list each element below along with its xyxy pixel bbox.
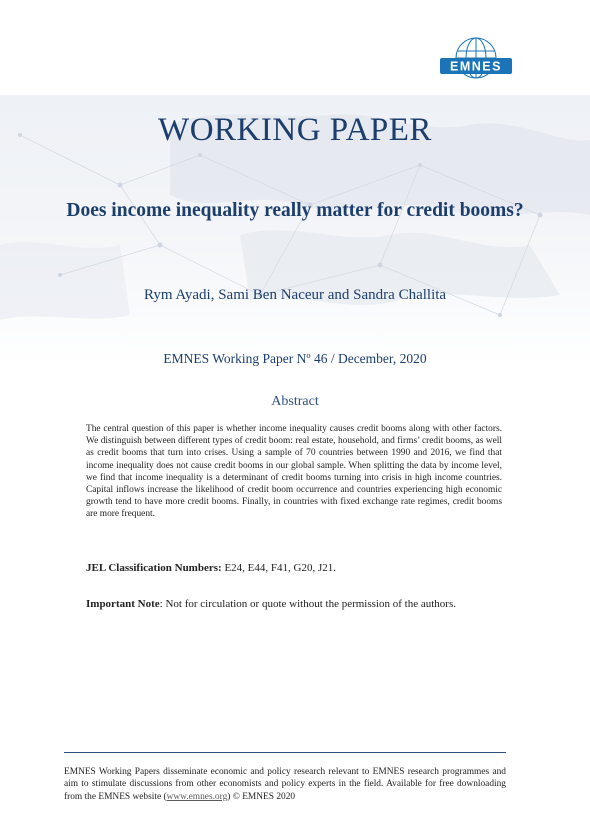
globe-icon	[438, 36, 514, 88]
document-title: WORKING PAPER	[158, 112, 432, 148]
important-note	[86, 597, 502, 611]
jel-codes: E24, E44, F41, G20, J21.	[221, 562, 336, 574]
footer-copyright: ) © EMNES 2020	[227, 791, 296, 802]
footer-text: EMNES Working Papers disseminate economic and policy research relevant to EMNES research programmes and aim to stimulate discussions from other economists and policy experts in the field. Available for free downloading from the EMNES website (	[64, 767, 506, 802]
footer-disclaimer	[64, 766, 506, 803]
abstract-heading: Abstract	[271, 394, 319, 409]
jel-classification	[86, 562, 502, 574]
jel-label: JEL Classification Numbers:	[86, 562, 222, 574]
logo-text: EMNES	[450, 59, 502, 74]
note-label: Important Note	[86, 598, 160, 610]
authors: Rym Ayadi, Sami Ben Naceur and Sandra Challita	[143, 287, 447, 303]
note-text: : Not for circulation or quote without the permission of the authors.	[159, 598, 456, 610]
website-link[interactable]: www.emnes.org	[166, 791, 228, 802]
paper-title: Does income inequality really matter for credit booms?	[66, 200, 524, 221]
series-info: EMNES Working Paper Nº 46 / December, 2020	[163, 351, 427, 366]
footer-divider	[64, 752, 506, 753]
abstract-body: The central question of this paper is whether income inequality causes credit booms along with other factors. We distinguish between different types of credit boom: real estate, household, and firms’ credit booms, as well as credit booms that turn into crises. Using a sample of 70 countries between 1990 and 2016, we find that income inequality does not cause credit booms in our global sample. When splitting the data by income level, we find that income inequality is a determinant of credit booms turning into crisis in high income countries. Capital inflows increase the likelihood of credit boom occurrence and countries experiencing high economic growth tend to have more credit booms. Finally, in countries with fixed exchange rate regimes, credit booms are more frequent.	[86, 424, 502, 520]
emnes-logo	[438, 36, 514, 88]
